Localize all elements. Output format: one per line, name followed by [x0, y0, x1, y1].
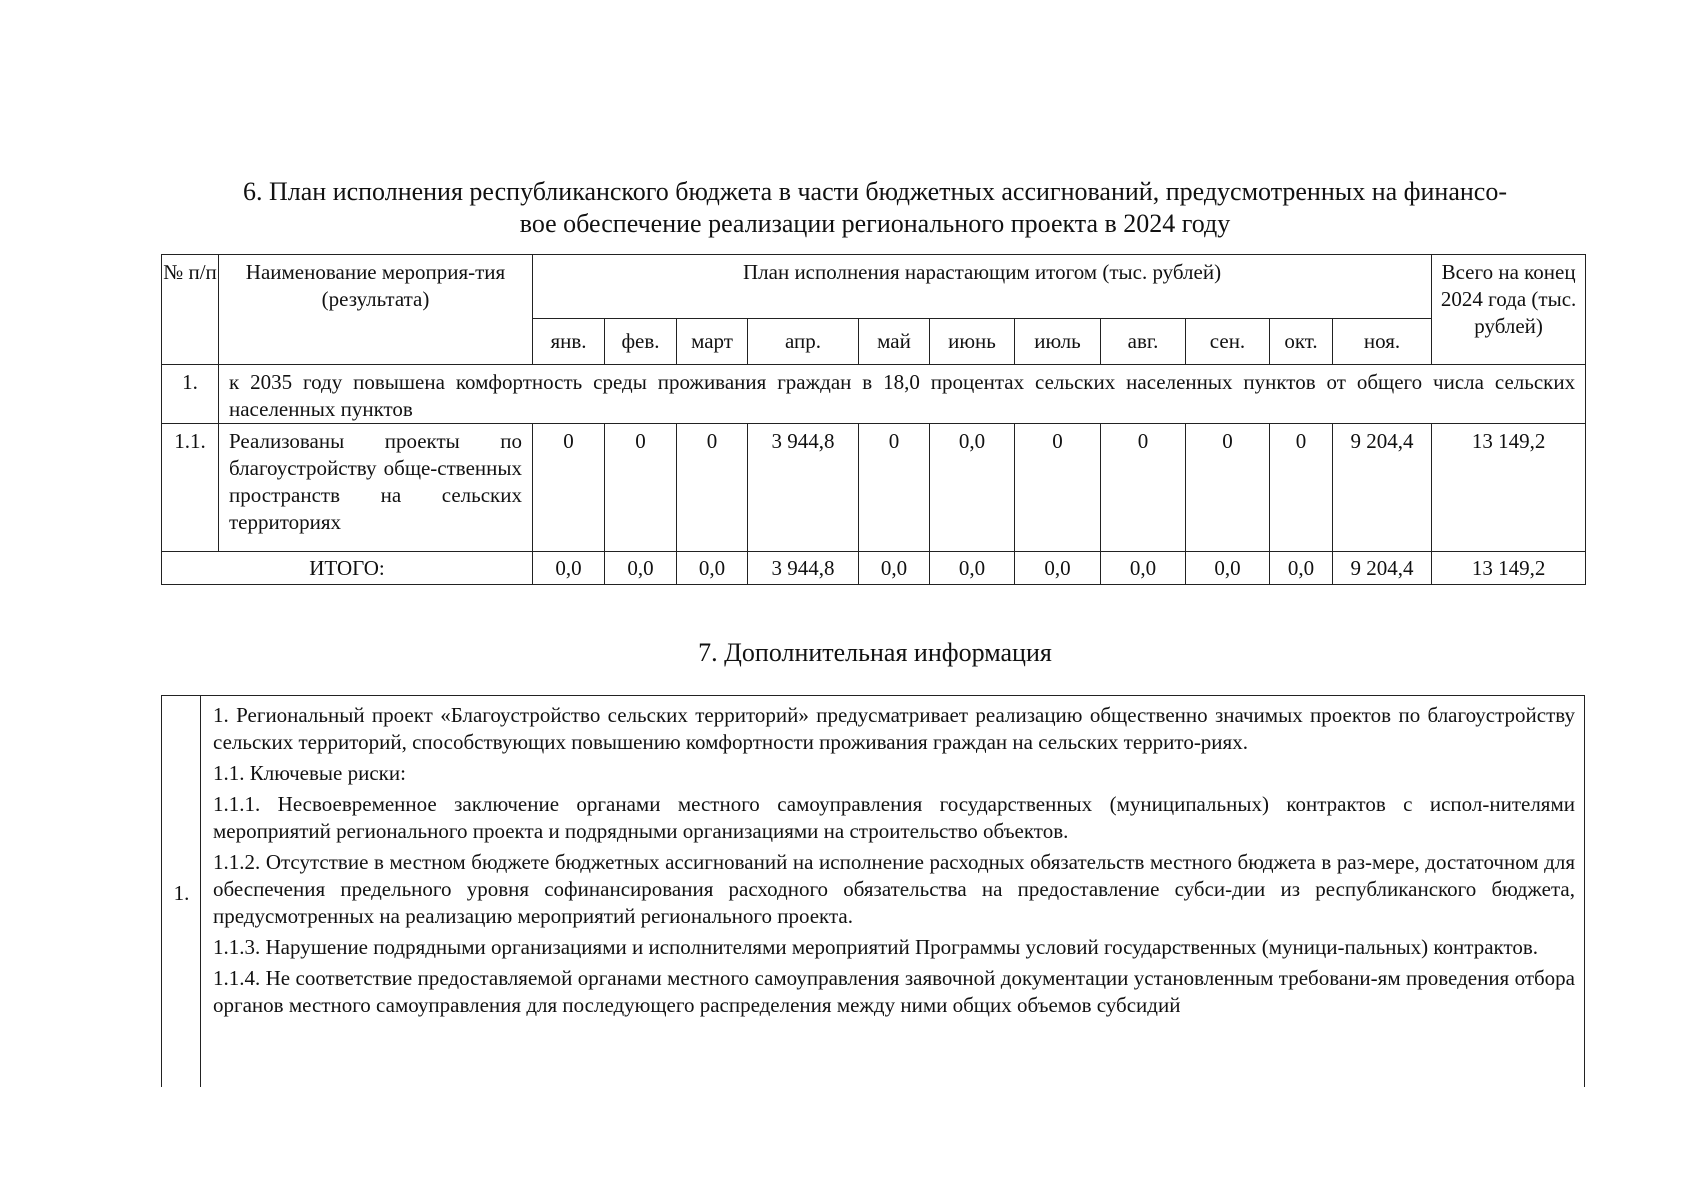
item-name: Реализованы проекты по благоустройству обще-ственных пространств на сельских территориях	[219, 424, 533, 552]
item-value: 0	[677, 424, 748, 552]
month-header: фев.	[605, 319, 677, 365]
total-row	[162, 552, 1586, 585]
total-label: ИТОГО:	[162, 552, 533, 585]
month-header: ноя.	[1333, 319, 1432, 365]
total-value: 0,0	[859, 552, 930, 585]
total-value: 0,0	[930, 552, 1015, 585]
header-num: № п/п	[162, 255, 219, 365]
item-value: 0	[1015, 424, 1101, 552]
total-value: 3 944,8	[748, 552, 859, 585]
month-header: апр.	[748, 319, 859, 365]
month-header: сен.	[1186, 319, 1270, 365]
additional-info-box	[161, 695, 1585, 1087]
info-num: 1.	[173, 881, 190, 905]
info-paragraph: 1.1.3. Нарушение подрядными организациями и исполнителями мероприятий Программы условий государственных (муници-пальных) контрактов.	[213, 935, 1539, 959]
header-plan: План исполнения нарастающим итогом (тыс. рублей)	[533, 255, 1432, 319]
header-total: Всего на конец 2024 года (тыс. рублей)	[1432, 255, 1586, 365]
total-value: 0,0	[677, 552, 748, 585]
info-paragraph: 1.1.2. Отсутствие в местном бюджете бюджетных ассигнований на исполнение расходных обязательств местного бюджета в раз-мере, достаточном для обеспечения предельного уровня софинансирования расходного обязательства на предоставление субси-дии из республиканского бюджета, предусмотренных на реализацию мероприятий регионального проекта.	[213, 850, 1575, 928]
month-header: июнь	[930, 319, 1015, 365]
info-paragraph: 1.1.4. Не соответствие предоставляемой органами местного самоуправления заявочной документации установленным требовани-ям проведения отбора органов местного самоуправления для последующего распределения между ними общих объемов субсидий	[213, 966, 1575, 1017]
month-header: март	[677, 319, 748, 365]
section-6-title	[160, 176, 1590, 240]
item-value: 0	[1186, 424, 1270, 552]
month-header: май	[859, 319, 930, 365]
total-value: 0,0	[1186, 552, 1270, 585]
total-value: 0,0	[605, 552, 677, 585]
item-row	[162, 424, 1586, 552]
month-header: янв.	[533, 319, 605, 365]
info-paragraph: 1. Региональный проект «Благоустройство сельских территорий» предусматривает реализацию общественно значимых проектов по благоустройству сельских территорий, способствующих повышению комфортности проживания граждан на сельских террито-риях.	[213, 703, 1575, 754]
section-7-title: 7. Дополнительная информация	[698, 638, 1052, 667]
info-paragraph: 1.1.1. Несвоевременное заключение органами местного самоуправления государственных (муниципальных) контрактов с испол-нителями мероприятий регионального проекта и подрядными организациями на строительство объектов.	[213, 792, 1575, 843]
item-value: 0	[605, 424, 677, 552]
table-header-row	[162, 255, 1586, 319]
total-value: 9 204,4	[1333, 552, 1432, 585]
total-value: 0,0	[1270, 552, 1333, 585]
info-text	[213, 702, 1575, 1019]
total-value: 0,0	[533, 552, 605, 585]
goal-text: к 2035 году повышена комфортность среды проживания граждан в 18,0 процентах сельских населенных пунктов от общего числа сельских населенных пунктов	[219, 365, 1586, 424]
item-value: 9 204,4	[1333, 424, 1432, 552]
total-value: 0,0	[1015, 552, 1101, 585]
item-value: 0	[1270, 424, 1333, 552]
item-value: 3 944,8	[748, 424, 859, 552]
item-value: 0	[1101, 424, 1186, 552]
goal-num: 1.	[162, 365, 219, 424]
section-6-title-line-1: 6. План исполнения республиканского бюджета в части бюджетных ассигнований, предусмотренных на финансо-	[242, 177, 1507, 206]
section-6-title-line-2: вое обеспечение реализации регионального проекта в 2024 году	[519, 209, 1231, 238]
month-header: авг.	[1101, 319, 1186, 365]
item-value: 0,0	[930, 424, 1015, 552]
grand-total: 13 149,2	[1432, 552, 1586, 585]
month-header: окт.	[1270, 319, 1333, 365]
item-value: 0	[533, 424, 605, 552]
header-name: Наименование мероприя-тия (результата)	[219, 255, 533, 365]
budget-plan-table	[161, 254, 1586, 585]
goal-row	[162, 365, 1586, 424]
total-value: 0,0	[1101, 552, 1186, 585]
item-num: 1.1.	[162, 424, 219, 552]
info-paragraph: 1.1. Ключевые риски:	[213, 761, 406, 785]
month-header: июль	[1015, 319, 1101, 365]
item-value: 0	[859, 424, 930, 552]
info-num-column	[162, 696, 201, 1087]
item-total: 13 149,2	[1432, 424, 1586, 552]
